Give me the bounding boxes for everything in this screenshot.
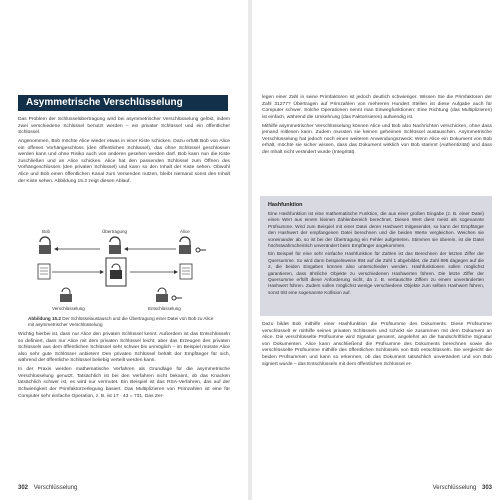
paragraph: In der Praxis werden mathematische Verfahren als Grundlage für die asymmetrische Verschlüsselung genutzt. Tatsächlich ist bei den Verfahren nicht bekannt, ob das Knacken tatsächlich schwer ist, es wird nur vermutet. Ein Beispiel ist das RSA-Verfahren, das auf der Schwierigkeit der Primfaktorzerlegung basiert. Das Multiplizieren von Primzahlen ist eine für Computer sehr einfache Operation, z. B. ist 17 · 43 = 731. Das Zer- bbox=[18, 367, 230, 399]
paragraph: Das Problem der Schlüsselübertragung wird bei asymmetrischer Verschlüsselung gelöst, indem zwei verschiedene Schlüssel benutzt werden – ein privater Schlüssel und ein öffentlicher Schlüssel. bbox=[18, 117, 230, 136]
open-padlock-icon bbox=[109, 237, 121, 254]
left-page bbox=[0, 0, 248, 500]
open-padlock-icon bbox=[39, 237, 51, 254]
figure-label-verschluesselung: Verschlüsselung bbox=[52, 306, 85, 311]
paragraph: Mithilfe asymmetrischer Verschlüsselung können Alice und Bob also Nachrichten verschicken, ohne dass jemand mitlesen kann. Zudem mussten sie keinen geheimen Schlüssel austauschen. Asymmetrische Verschlüsselung hat jedoch noch einen weiteren Anwendungszweck: Wenn Alice ein Dokument von Bob erhält, möchte sie sicher wissen, dass das Dokument wirklich von Bob stammt (Authentizität) und dass der Inhalt nicht verändert wurde (Integrität). bbox=[262, 123, 492, 155]
document-icon bbox=[180, 264, 192, 279]
right-page bbox=[252, 0, 500, 500]
page-number: 302 bbox=[18, 485, 29, 491]
infobox-paragraph: Eine Hashfunktion ist eine mathematische Funktion, die aus einer großen Eingabe (z. B. einer Datei) einen Wert aus einem kleinen Zahlenbereich berechnet. Diesen Wert dient meist als sogenannte Prüfsumme. Wird zum Beispiel mit einer Datei deren Hashwert mitgesendet, so kann der Empfänger den Hashwert der empfangenen Datei berechnen und die beiden Werte vergleichen. Weichen sie voneinander ab, so ist bei der Übertragung ein Fehler aufgetreten. Stimmen sie überein, ist die Datei höchstwahrscheinlich unverändert beim Empfänger angekommen. bbox=[268, 211, 484, 249]
closed-padlock-icon bbox=[60, 288, 72, 302]
arrowhead-icon bbox=[124, 247, 128, 251]
locked-box-icon bbox=[106, 258, 126, 286]
hashfunction-infobox bbox=[260, 196, 492, 316]
running-title: Verschlüsselung bbox=[33, 485, 78, 491]
paragraph: legen einer Zahl in seine Primfaktoren ist jedoch deutlich schwieriger. Wissen Sie die Primfaktoren der Zahl 31277? Übertragen auf Primzahlen von mehreren Hundert Stellen ist diese Aufgabe auch für Computer schwer. Solche Operationen nennt man Einwegfunktionen: Eine Richtung (das Multiplizieren) ist einfach, während die Umkehrung (das Faktorisieren) aufwendig ist. bbox=[262, 95, 492, 120]
figure-label-uebertragung: Übertragung bbox=[102, 229, 128, 234]
figure-label-alice: Alice bbox=[180, 229, 190, 234]
page-number: 303 bbox=[481, 485, 492, 491]
arrowhead-icon bbox=[100, 270, 104, 274]
arrowhead-icon bbox=[174, 270, 178, 274]
infobox-paragraph: Ein Beispiel für eine sehr einfache Hashfunktion für Zahlen ist das Berechnen der letzten Ziffer der Quersumme. So wird dann beispielsweise 894 auf die Zahl 1 abgebildet, die Zahl 895 dagegen auf die 2, die beiden Eingaben können also unterschieden werden. Hashfunktionen sollen möglichst garantieren, dass ähnliche Objekte zu verschiedenen Hashwerten führen. Die letzte Ziffer der Quersumme erfüllt diese Anforderung nicht, da z. B. vertauschte Ziffern zu einem unveränderten Hashwert führen. Zudem sollen möglichst wenige verschiedene Objekte zum selben Hashwert führen, sonst tritt eine sogenannte Kollision auf. bbox=[268, 251, 484, 295]
caption-label: Abbildung 15.2 bbox=[28, 316, 61, 321]
infobox-title: Hashfunktion bbox=[268, 202, 303, 208]
paragraph: Angenommen, Bob möchte Alice wieder etwas in einer Kiste schicken. Dazu erhält Bob von Alice ein offenes Vorhängeschloss (den öffentlichen Schlüssel), das ohne Schlüssel geschlossen werden kann und ohne Risiko auch von anderen gesehen werden darf. Bob kann nun die Kiste zuschließen und an Alice schicken. Alice hat den passenden Schlüssel zum Öffnen des Vorhängeschlosses (den privaten Schlüssel) und kann so den Inhalt der Kiste sehen. Obwohl Alice und Bob einen öffentlichen Kanal zum Versenden nutzen, bleibt niemand sonst den Inhalt der Kiste sehen. Abbildung 15.2 zeigt diesen Ablauf. bbox=[18, 138, 230, 184]
arrowhead-icon bbox=[54, 247, 58, 251]
paragraph: Dazu bildet Bob mithilfe einer Hashfunktion die Prüfsumme des Dokuments. Diese Prüfsumme verschlüsselt er mithilfe seines privaten Schlüssels und schickt sie zusammen mit dem Dokument an Alice. Die verschlüsselte Prüfsumme wird Signatur genannt, angelehnt an die handschriftliche Signatur von Dokumenten. Alice kann anschließend die Prüfsumme des Dokuments berechnen sowie die verschlüsselte Prüfsumme mithilfe des öffentlichen Schlüssels von Bob entschlüsseln. Sie vergleicht die beiden Prüfsummen und kann so erkennen, ob das Dokument tatsächlich unverändert und von Bob signiert wurde – das Entschlüsseln mit dem öffentlichen Schlüssel er- bbox=[262, 322, 492, 367]
left-body-text bbox=[18, 332, 230, 402]
document-icon bbox=[38, 264, 50, 279]
figure-label-bob: Bob bbox=[42, 229, 51, 234]
caption-text: Der Schlüsselaustausch und die Übertragung einer Datei von Bob zu Alice mit asymmetrischer Verschlüsselung bbox=[28, 316, 214, 327]
right-intro-text bbox=[262, 95, 492, 159]
left-footer bbox=[18, 484, 77, 492]
paragraph: Wichtig hierbei ist, dass nur Alice den privaten Schlüssel kennt. Außerdem ist das Entschlüsseln so definiert, dass nur Alice mit dem privaten Schlüssel leicht, aber das Erzeugen des privaten Schlüssels aus dem öffentlichen Schlüssel sehr schwer bis unmöglich – im Beispiel müsste Alice also sehr gute Schlösser anbieten! Den privaten Schlüssel behält der Empfänger für sich, während der öffentliche Schlüssel beliebig verteilt werden kann. bbox=[18, 332, 230, 364]
key-icon bbox=[172, 296, 182, 300]
open-padlock-icon bbox=[156, 288, 168, 302]
infobox-body bbox=[268, 211, 484, 296]
figure-label-entschluesselung: Entschlüsselung bbox=[148, 306, 181, 311]
left-intro-text bbox=[18, 117, 230, 187]
right-body-text bbox=[262, 322, 492, 370]
key-icon bbox=[196, 248, 206, 252]
section-heading: Asymmetrische Verschlüsselung bbox=[18, 95, 228, 111]
open-padlock-icon bbox=[179, 237, 191, 254]
figure-caption bbox=[28, 316, 218, 328]
right-footer bbox=[433, 484, 492, 492]
running-title: Verschlüsselung bbox=[432, 485, 477, 491]
key-exchange-figure bbox=[30, 228, 210, 313]
